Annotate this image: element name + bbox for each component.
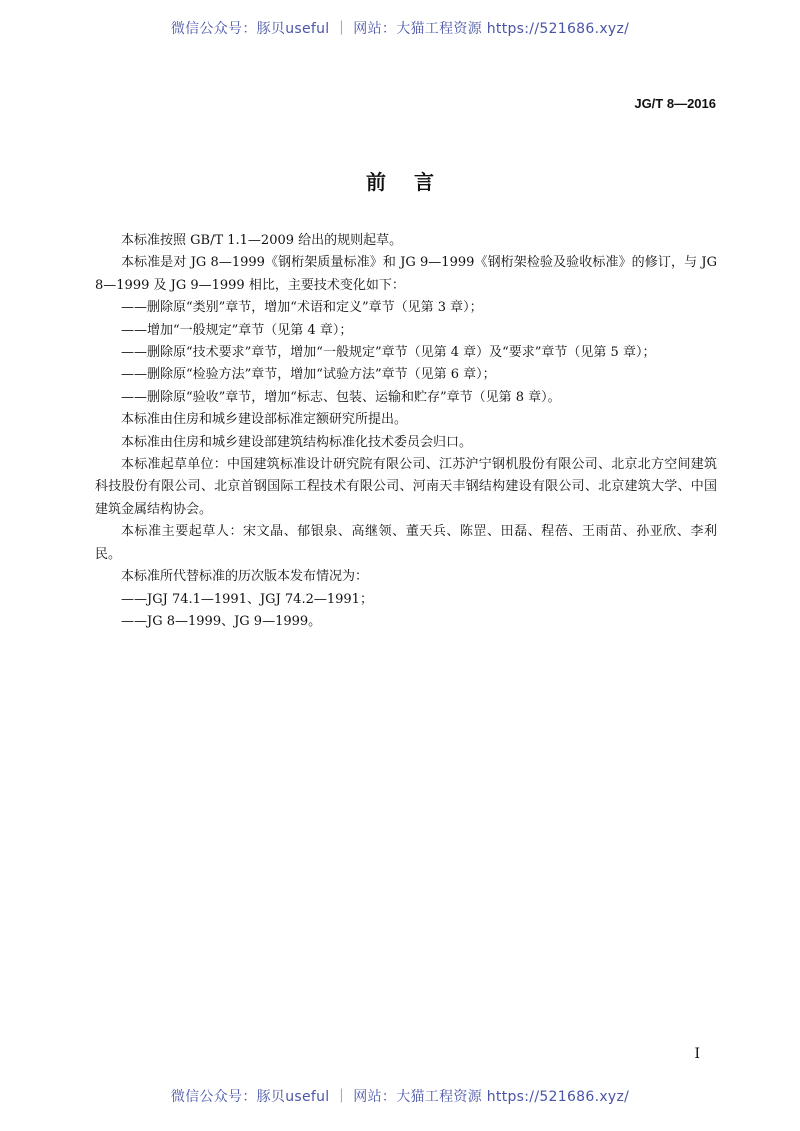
paragraph-replaced-versions: 本标准所代替标准的历次版本发布情况为： xyxy=(121,569,369,585)
change-item: ——删除原“技术要求”章节，增加“一般规定”章节（见第 4 章）及“要求”章节（见第 5 章）； xyxy=(121,345,656,361)
change-item: ——增加“一般规定”章节（见第 4 章）； xyxy=(121,322,353,338)
change-item: ——删除原“类别”章节，增加“术语和定义”章节（见第 3 章）； xyxy=(121,300,483,316)
paragraph-technical-committee: 本标准由住房和城乡建设部建筑结构标准化技术委员会归口。 xyxy=(121,434,473,450)
paragraph-revision-summary: 本标准是对 JG 8—1999《钢桁架质量标准》和 JG 9—1999《钢桁架检验及验收标准》的修订，与 JG 8—1999 及 JG 9—1999 相比，主要技术变化如下： xyxy=(95,255,717,293)
page-title: 前言 xyxy=(366,170,462,194)
paragraph-drafting-units: 本标准起草单位：中国建筑标准设计研究院有限公司、江苏沪宁钢机股份有限公司、北京北方空间建筑科技股份有限公司、北京首钢国际工程技术有限公司、河南天丰钢结构建设有限公司、北京建筑大学、中国建筑金属结构协会。 xyxy=(95,457,717,517)
page-number: I xyxy=(694,1046,700,1062)
watermark-top: 微信公众号：豚贝useful ｜ 网站：大猫工程资源 https://521686.xyz/ xyxy=(170,21,630,37)
document-code: JG/T 8—2016 xyxy=(634,96,716,111)
change-item: ——删除原“检验方法”章节，增加“试验方法”章节（见第 6 章）； xyxy=(121,367,496,383)
paragraph-proposer: 本标准由住房和城乡建设部标准定额研究所提出。 xyxy=(121,412,408,428)
replaced-version-item: ——JGJ 74.1—1991、JGJ 74.2—1991； xyxy=(121,591,373,607)
foreword-body xyxy=(95,230,717,633)
replaced-version-item: ——JG 8—1999、JG 9—1999。 xyxy=(121,613,322,629)
change-item: ——删除原“验收”章节，增加“标志、包装、运输和贮存”章节（见第 8 章）。 xyxy=(121,389,561,405)
watermark-bottom: 微信公众号：豚贝useful ｜ 网站：大猫工程资源 https://521686.xyz/ xyxy=(170,1089,630,1105)
paragraph-drafters: 本标准主要起草人：宋文晶、郁银泉、高继领、董天兵、陈罡、田磊、程蓓、王雨苗、孙亚欣、李利民。 xyxy=(95,524,717,562)
paragraph-drafting-rules: 本标准按照 GB/T 1.1—2009 给出的规则起草。 xyxy=(121,233,403,248)
